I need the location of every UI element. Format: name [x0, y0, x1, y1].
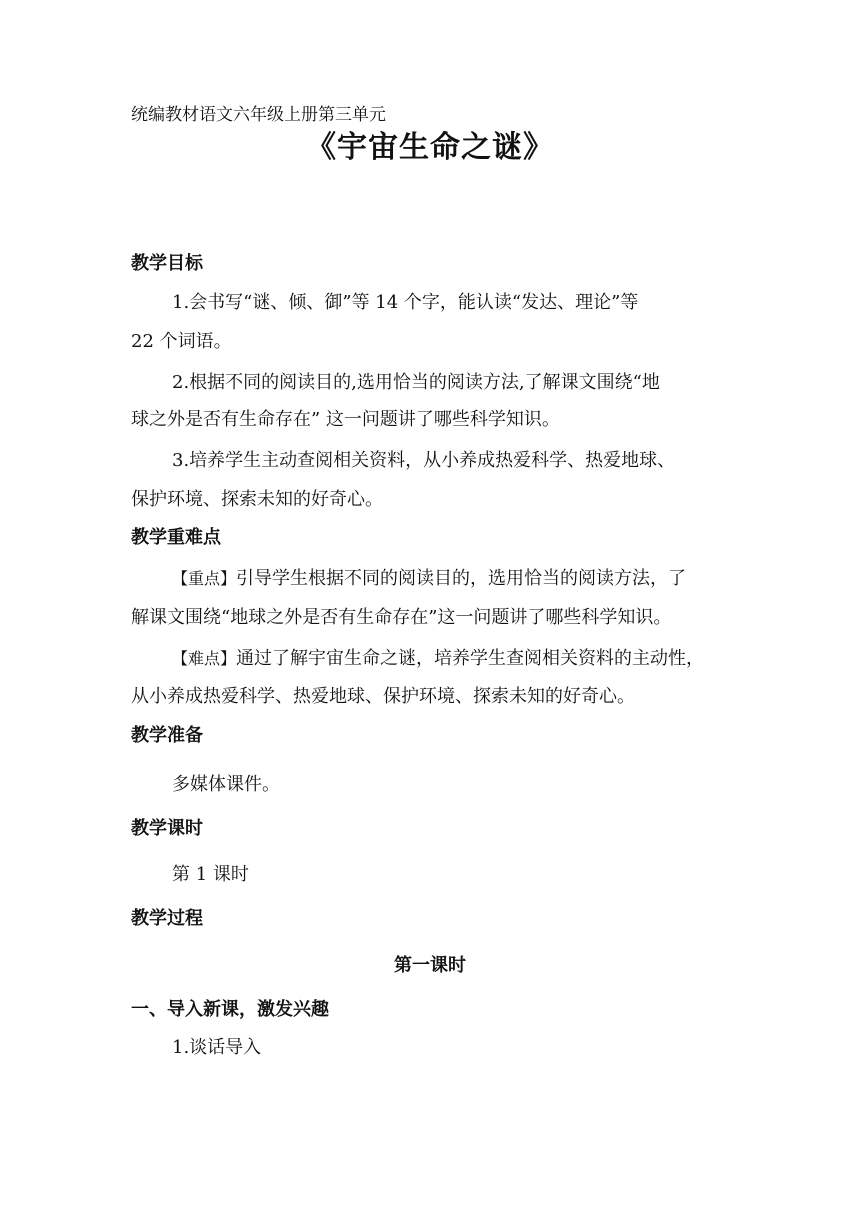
- objective-2-line-2: 球之外是否有生命存在” 这一问题讲了哪些科学知识。: [131, 409, 560, 430]
- section-1-heading: 一、导入新课，激发兴趣: [131, 999, 329, 1020]
- objective-2-line-1: 2.根据不同的阅读目的,选用恰当的阅读方法,了解课文围绕“地: [172, 372, 660, 393]
- process-heading: 教学过程: [131, 908, 203, 929]
- key-points-heading: 教学重难点: [131, 527, 221, 548]
- step-1-text: 1.谈话导入: [172, 1037, 262, 1058]
- session-title: 第一课时: [394, 955, 466, 976]
- difficulty-text: 通过了解宇宙生命之谜，培养学生查阅相关资料的主动性，: [236, 648, 705, 669]
- difficulty-tag: 【难点】: [172, 649, 237, 668]
- focus-line-2: 解课文围绕“地球之外是否有生命存在”这一问题讲了哪些科学知识。: [131, 607, 672, 628]
- focus-tag: 【重点】: [172, 569, 237, 588]
- objective-3-line-2: 保护环境、探索未知的好奇心。: [131, 489, 383, 510]
- difficulty-line-2: 从小养成热爱科学、热爱地球、保护环境、探索未知的好奇心。: [131, 686, 635, 707]
- document-title: 《宇宙生命之谜》: [306, 130, 554, 165]
- preparation-text: 多媒体课件。: [172, 774, 280, 795]
- objective-1-line-2: 22 个词语。: [131, 331, 232, 352]
- periods-text: 第 1 课时: [172, 864, 249, 885]
- focus-text: 引导学生根据不同的阅读目的，选用恰当的阅读方法，了: [236, 568, 687, 589]
- preparation-heading: 教学准备: [131, 725, 203, 746]
- objective-3-line-1: 3.培养学生主动查阅相关资料，从小养成热爱科学、热爱地球、: [172, 450, 676, 471]
- objectives-heading: 教学目标: [131, 253, 203, 274]
- periods-heading: 教学课时: [131, 818, 203, 839]
- difficulty-line-1: [172, 646, 704, 672]
- document-subtitle: 统编教材语文六年级上册第三单元: [131, 105, 386, 125]
- focus-line-1: [172, 566, 686, 592]
- objective-1-line-1: 1.会书写“谜、倾、御”等 14 个字，能认读“发达、理论”等: [172, 292, 639, 313]
